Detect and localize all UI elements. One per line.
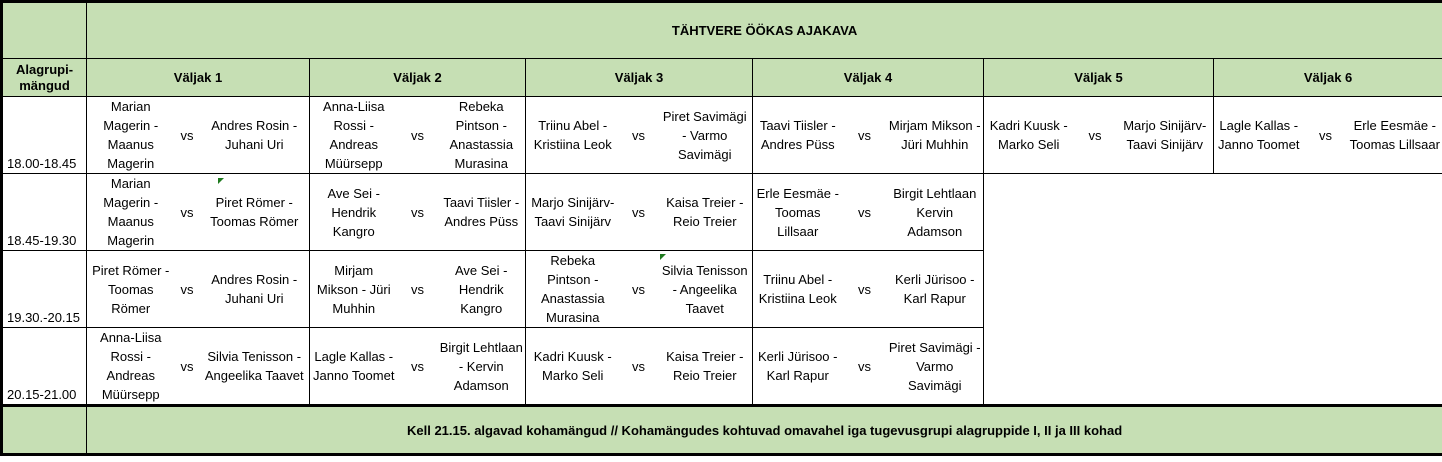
time-slot-row <box>2 328 1442 406</box>
team-a: Kadri Kuusk - Marko Seli <box>526 328 620 406</box>
team-a: Lagle Kallas - Janno Toomet <box>310 328 398 406</box>
empty-cell <box>984 251 1214 328</box>
team-b: Ave Sei - Hendrik Kangro <box>438 251 526 328</box>
team-a: Taavi Tiisler - Andres Püss <box>753 97 843 174</box>
team-b: Piret Römer - Toomas Römer <box>200 174 310 251</box>
team-b: Marjo Sinijärv- Taavi Sinijärv <box>1117 97 1214 174</box>
team-a: Kerli Jürisoo - Karl Rapur <box>753 328 843 406</box>
corner-cell <box>2 2 87 59</box>
team-a: Marian Magerin - Maanus Magerin <box>87 97 175 174</box>
vs-label: vs <box>175 97 200 174</box>
comment-marker <box>218 178 224 184</box>
page-title: TÄHTVERE ÖÖKAS AJAKAVA <box>87 2 1442 59</box>
footer-corner <box>2 406 87 455</box>
team-b: Mirjam Mikson - Jüri Muhhin <box>887 97 984 174</box>
team-a: Marjo Sinijärv- Taavi Sinijärv <box>526 174 620 251</box>
empty-cell <box>1214 328 1442 406</box>
team-b: Erle Eesmäe - Toomas Lillsaar <box>1348 97 1442 174</box>
team-a: Triinu Abel - Kristiina Leok <box>526 97 620 174</box>
vs-label: vs <box>1304 97 1348 174</box>
team-b: Silvia Tenisson - Angeelika Taavet <box>200 328 310 406</box>
vs-label: vs <box>620 251 658 328</box>
team-b: Birgit Lehtlaan - Kervin Adamson <box>438 328 526 406</box>
team-a: Lagle Kallas - Janno Toomet <box>1214 97 1304 174</box>
time-slot: 20.15-21.00 <box>2 328 87 406</box>
field-header-2: Väljak 2 <box>310 59 526 97</box>
team-b: Taavi Tiisler - Andres Püss <box>438 174 526 251</box>
empty-cell <box>1214 251 1442 328</box>
team-b: Piret Savimägi - Varmo Savimägi <box>887 328 984 406</box>
vs-label: vs <box>843 251 887 328</box>
vs-label: vs <box>398 174 438 251</box>
vs-label: vs <box>843 174 887 251</box>
group-games-label: Alagrupi- mängud <box>2 59 87 97</box>
team-a: Anna-Liisa Rossi - Andreas Müürsepp <box>310 97 398 174</box>
vs-label: vs <box>175 328 200 406</box>
empty-cell <box>984 174 1214 251</box>
time-slot: 18.00-18.45 <box>2 97 87 174</box>
vs-label: vs <box>620 328 658 406</box>
time-slot: 19.30.-20.15 <box>2 251 87 328</box>
empty-cell <box>1214 174 1442 251</box>
team-b: Andres Rosin - Juhani Uri <box>200 97 310 174</box>
team-a: Marian Magerin - Maanus Magerin <box>87 174 175 251</box>
footer-note: Kell 21.15. algavad kohamängud // Kohamängudes kohtuvad omavahel iga tugevusgrupi alagruppide I, II ja III kohad <box>87 406 1442 455</box>
vs-label: vs <box>398 97 438 174</box>
time-slot-row <box>2 97 1442 174</box>
time-slot-row <box>2 251 1442 328</box>
team-a: Erle Eesmäe - Toomas Lillsaar <box>753 174 843 251</box>
team-b: Kerli Jürisoo - Karl Rapur <box>887 251 984 328</box>
vs-label: vs <box>1074 97 1117 174</box>
team-a: Kadri Kuusk - Marko Seli <box>984 97 1074 174</box>
vs-label: vs <box>175 251 200 328</box>
field-header-6: Väljak 6 <box>1214 59 1442 97</box>
team-b: Rebeka Pintson - Anastassia Murasina <box>438 97 526 174</box>
field-header-4: Väljak 4 <box>753 59 984 97</box>
team-a: Mirjam Mikson - Jüri Muhhin <box>310 251 398 328</box>
vs-label: vs <box>175 174 200 251</box>
vs-label: vs <box>398 251 438 328</box>
team-b: Kaisa Treier - Reio Treier <box>658 174 753 251</box>
team-b: Kaisa Treier - Reio Treier <box>658 328 753 406</box>
team-b: Piret Savimägi - Varmo Savimägi <box>658 97 753 174</box>
team-a: Rebeka Pintson - Anastassia Murasina <box>526 251 620 328</box>
team-a: Anna-Liisa Rossi - Andreas Müürsepp <box>87 328 175 406</box>
team-a: Ave Sei - Hendrik Kangro <box>310 174 398 251</box>
team-b: Silvia Tenisson - Angeelika Taavet <box>658 251 753 328</box>
time-slot-row <box>2 174 1442 251</box>
field-header-5: Väljak 5 <box>984 59 1214 97</box>
vs-label: vs <box>843 328 887 406</box>
team-b: Birgit Lehtlaan Kervin Adamson <box>887 174 984 251</box>
field-header-1: Väljak 1 <box>87 59 310 97</box>
vs-label: vs <box>620 97 658 174</box>
vs-label: vs <box>398 328 438 406</box>
team-a: Triinu Abel - Kristiina Leok <box>753 251 843 328</box>
field-header-3: Väljak 3 <box>526 59 753 97</box>
vs-label: vs <box>843 97 887 174</box>
comment-marker <box>660 254 666 260</box>
time-slot: 18.45-19.30 <box>2 174 87 251</box>
vs-label: vs <box>620 174 658 251</box>
team-a: Piret Römer - Toomas Römer <box>87 251 175 328</box>
team-b: Andres Rosin - Juhani Uri <box>200 251 310 328</box>
empty-cell <box>984 328 1214 406</box>
